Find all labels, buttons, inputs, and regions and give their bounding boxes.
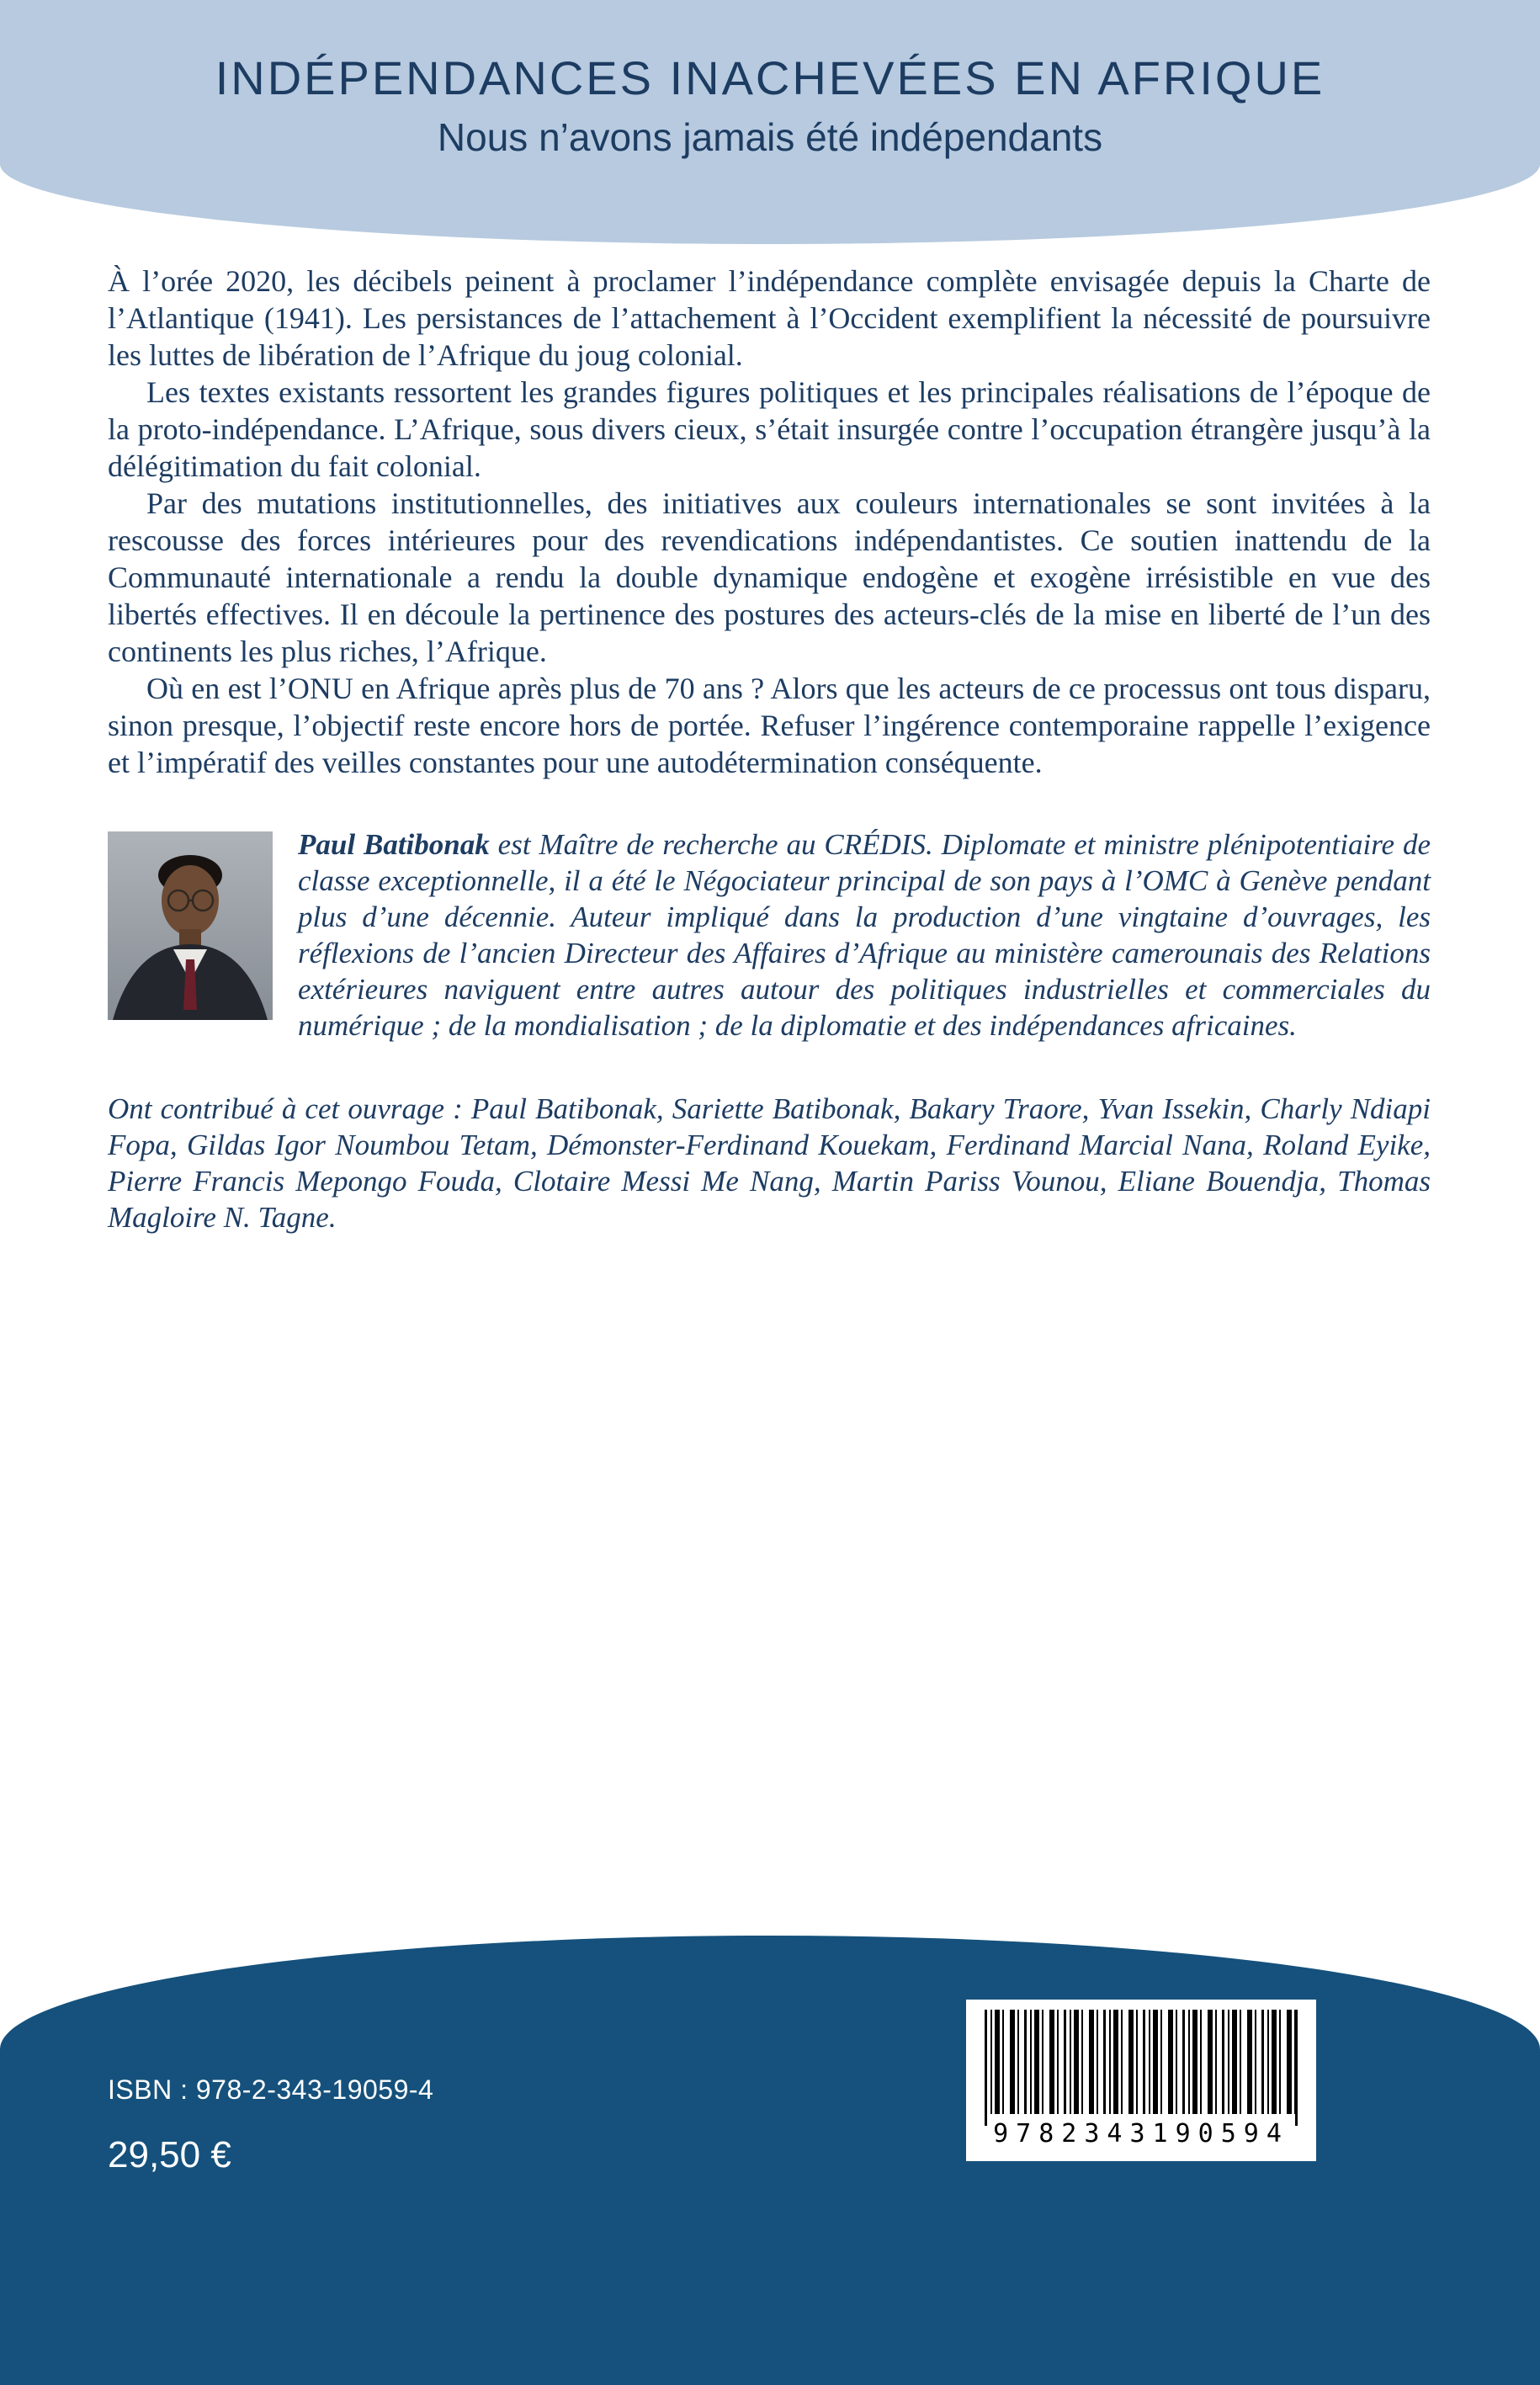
price-text: 29,50 €	[108, 2134, 231, 2175]
synopsis-paragraph-2: Les textes existants ressortent les grandes figures politiques et les principales réalisations de l’époque de la proto-indépendance. L’Afrique, sous divers cieux, s’était insurgée contre l’occupation étrangère jusqu’à la délégitimation du fait colonial.	[108, 375, 1431, 483]
contributors-note: Ont contribué à cet ouvrage : Paul Batibonak, Sariette Batibonak, Bakary Traore, Yvan Issekin, Charly Ndiapi Fopa, Gildas Igor Noumbou Tetam, Démonster-Ferdinand Kouekam, Ferdinand Marcial Nana, Roland Eyike, Pierre Francis Mepongo Fouda, Clotaire Messi Me Nang, Martin Pariss Vounou, Eliane Bouendja, Thomas Magloire N. Tagne.	[108, 1092, 1431, 1234]
synopsis	[108, 263, 1431, 781]
author-photo	[108, 831, 273, 1020]
book-subtitle: Nous n’avons jamais été indépendants	[437, 114, 1103, 159]
barcode-bars	[985, 2010, 1298, 2114]
header-band	[0, 0, 1540, 244]
barcode-number: 9782343190594	[993, 2119, 1289, 2149]
synopsis-paragraph-1: À l’orée 2020, les décibels peinent à proclamer l’indépendance complète envisagée depuis la Charte de l’Atlantique (1941). Les persistances de l’attachement à l’Occident exemplifient la nécessité de poursuivre les luttes de libération de l’Afrique du joug colonial.	[108, 264, 1431, 372]
book-title: INDÉPENDANCES INACHEVÉES EN AFRIQUE	[215, 51, 1325, 104]
isbn-text: ISBN : 978-2-343-19059-4	[108, 2074, 434, 2105]
back-cover-content	[108, 263, 1431, 1235]
synopsis-paragraph-3: Par des mutations institutionnelles, des initiatives aux couleurs internationales se sont invitées à la rescousse des forces intérieures pour des revendications indépendantistes. Ce soutien inattendu de la Communauté internationale a rendu la double dynamique endogène et exogène irrésistible en vue des libertés effectives. Il en découle la pertinence des postures des acteurs-clés de la mise en liberté de l’un des continents les plus riches, l’Afrique.	[108, 486, 1431, 668]
synopsis-paragraph-4: Où en est l’ONU en Afrique après plus de 70 ans ? Alors que les acteurs de ce processus ont tous disparu, sinon presque, l’objectif reste encore hors de portée. Refuser l’ingérence contemporaine rappelle l’exigence et l’impératif des veilles constantes pour une autodétermination conséquente.	[108, 672, 1431, 779]
author-portrait-image	[108, 831, 273, 1020]
author-bio-text: est Maître de recherche au CRÉDIS. Diplomate et ministre plénipotentiaire de classe exceptionnelle, il a été le Négociateur principal de son pays à l’OMC à Genève pendant plus d’une décennie. Auteur impliqué dans la production d’une vingtaine d’ouvrages, les réflexions de l’ancien Directeur des Affaires d’Afrique au ministère camerounais des Relations extérieures naviguent entre autres autour des politiques industrielles et commerciales du numérique ; de la mondialisation ; de la diplomatie et des indépendances africaines.	[298, 828, 1431, 1042]
author-bio	[108, 826, 1431, 1044]
author-name: Paul Batibonak	[298, 828, 490, 861]
barcode	[966, 2000, 1316, 2161]
